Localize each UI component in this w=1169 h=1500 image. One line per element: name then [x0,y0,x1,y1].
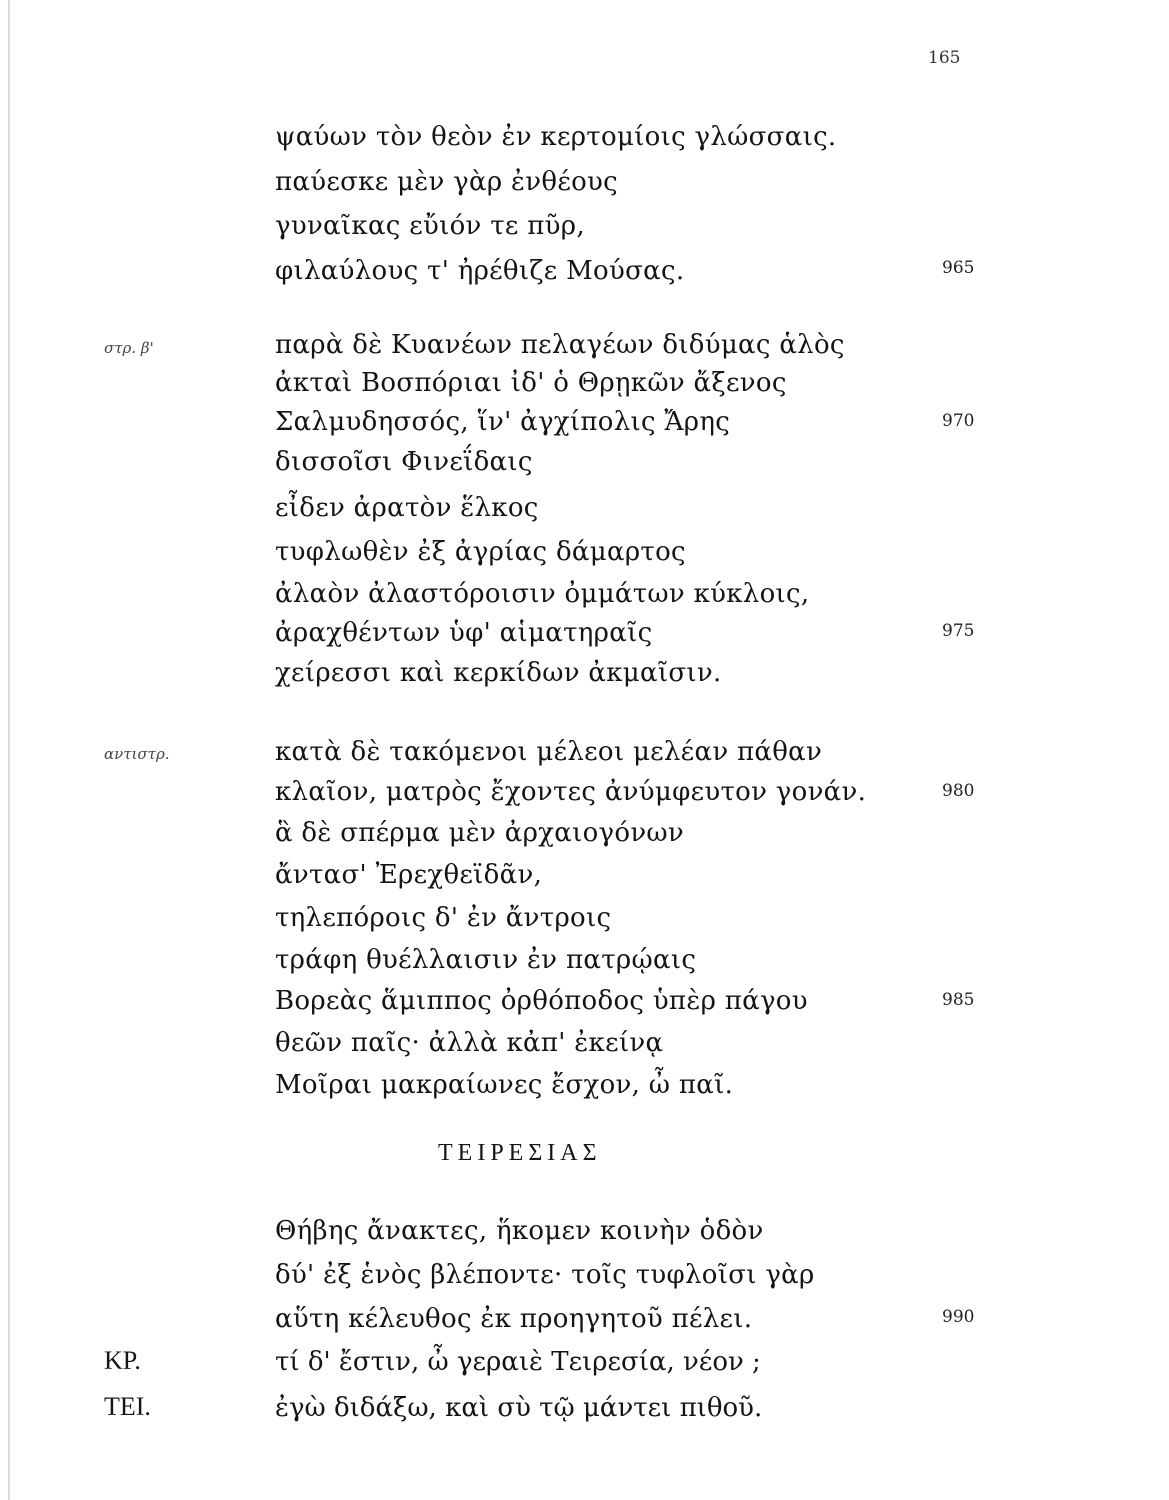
verse-line: κατὰ δὲ τακόμενοι μέλεοι μελέαν πάθαν [275,737,823,767]
verse-line: ἀλαὸν ἀλαστόροισιν ὀμμάτων κύκλοις, [275,579,810,609]
dialogue-line: ἐγὼ διδάξω, καὶ σὺ τῷ μάντει πιθοῦ. [275,1393,763,1423]
page-number: 165 [928,48,961,68]
verse-line: δισσοῖσι Φινεΐδαις [275,447,533,477]
verse-line: παύεσκε μὲν γὰρ ἐνθέους [275,167,619,197]
speaker-heading: ΤΕΙΡΕΣΙΑΣ [438,1140,602,1166]
line-number: 980 [942,781,975,801]
verse-line: Θήβης ἄνακτες, ἥκομεν κοινὴν ὁδὸν [275,1216,764,1246]
verse-line: γυναῖκας εὔιόν τε πῦρ, [275,211,585,241]
verse-line: ἄντασ' Ἐρεχθεϊδᾶν, [275,860,543,890]
verse-line: τυφλωθὲν ἐξ ἀγρίας δάμαρτος [275,537,686,567]
verse-line: παρὰ δὲ Κυανέων πελαγέων διδύμας ἁλὸς [275,330,845,360]
strophe-label: στρ. β' [104,339,154,357]
dialogue-line: τί δ' ἔστιν, ὦ γεραιὲ Τειρεσία, νέον ; [275,1347,761,1377]
line-number: 985 [942,990,975,1010]
verse-line: αὕτη κέλευθος ἐκ προηγητοῦ πέλει. [275,1304,753,1334]
verse-line: ἃ δὲ σπέρμα μὲν ἀρχαιογόνων [275,818,685,848]
verse-line: φιλαύλους τ' ἠρέθιζε Μούσας. [275,256,685,286]
speaker-label: ΤΕΙ. [104,1392,151,1421]
line-number: 970 [942,411,975,431]
verse-line: ἀκταὶ Βοσπόριαι ἰδ' ὁ Θρῃκῶν ἄξενος [275,368,787,398]
verse-line: εἶδεν ἀρατὸν ἕλκος [275,493,539,523]
verse-line: χείρεσσι καὶ κερκίδων ἀκμαῖσιν. [275,658,722,688]
verse-line: ψαύων τὸν θεὸν ἐν κερτομίοις γλώσσαις. [275,122,837,152]
verse-line: ἀραχθέντων ὑφ' αἱματηραῖς [275,618,653,648]
verse-line: Βορεὰς ἅμιππος ὀρθόποδος ὑπὲρ πάγου [275,986,808,1016]
speaker-label: ΚΡ. [104,1346,141,1375]
verse-line: Μοῖραι μακραίωνες ἔσχον, ὦ παῖ. [275,1070,734,1100]
line-number: 965 [942,258,975,278]
verse-line: δύ' ἐξ ἑνὸς βλέποντε· τοῖς τυφλοῖσι γὰρ [275,1260,815,1290]
line-number: 975 [942,621,975,641]
antistrophe-label: αντιστρ. [104,745,170,763]
verse-line: τράφη θυέλλαισιν ἐν πατρῴαις [275,945,697,975]
verse-line: Σαλμυδησσός, ἵν' ἀγχίπολις Ἄρης [275,407,731,437]
page-edge [8,0,10,1500]
verse-line: τηλεπόροις δ' ἐν ἄντροις [275,903,612,933]
verse-line: κλαῖον, ματρὸς ἔχοντες ἀνύμφευτον γονάν. [275,777,867,807]
verse-line: θεῶν παῖς· ἀλλὰ κἀπ' ἐκείνᾳ [275,1028,664,1058]
line-number: 990 [942,1307,975,1327]
